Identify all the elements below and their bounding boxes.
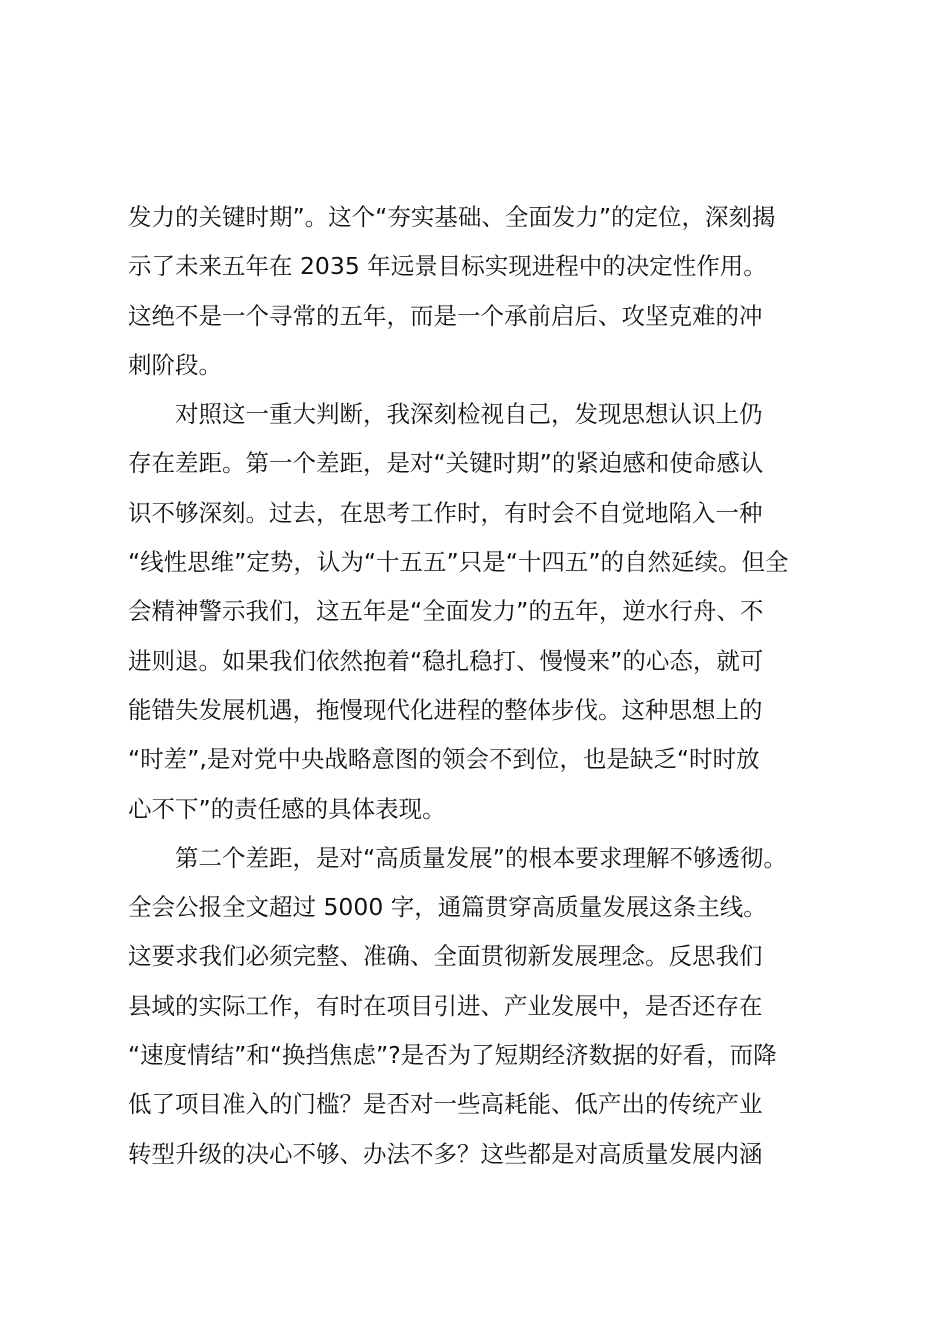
- text-line: “时差”,是对党中央战略意图的领会不到位，也是缺乏“时时放: [128, 745, 760, 774]
- text-line: 县域的实际工作，有时在项目引进、产业发展中，是否还存在: [128, 991, 763, 1020]
- text-line: 进则退。如果我们依然抱着“稳扎稳打、慢慢来”的心态，就可: [128, 646, 764, 675]
- text-line: 对照这一重大判断，我深刻检视自己，发现思想认识上仍: [128, 400, 763, 429]
- text-line: 存在差距。第一个差距，是对“关键时期”的紧迫感和使命感认: [128, 449, 764, 478]
- text-line: 第二个差距，是对“高质量发展”的根本要求理解不够透彻。: [128, 843, 787, 872]
- text-line: 全会公报全文超过 5000 字，通篇贯穿高质量发展这条主线。: [128, 893, 767, 922]
- body-text: [128, 193, 828, 1179]
- text-line: 心不下”的责任感的具体表现。: [128, 794, 446, 823]
- text-line: 低了项目准入的门槛？是否对一些高耗能、低产出的传统产业: [128, 1090, 763, 1119]
- text-line: 转型升级的决心不够、办法不多？这些都是对高质量发展内涵: [128, 1139, 763, 1168]
- text-line: 识不够深刻。过去，在思考工作时，有时会不自觉地陷入一种: [128, 498, 763, 527]
- text-line: 会精神警示我们，这五年是“全面发力”的五年，逆水行舟、不: [128, 597, 764, 626]
- text-line: 发力的关键时期”。这个“夯实基础、全面发力”的定位，深刻揭: [128, 203, 776, 231]
- text-line: “线性思维”定势，认为“十五五”只是“十四五”的自然延续。但全: [128, 548, 789, 577]
- text-line: “速度情结”和“换挡焦虑”?是否为了短期经济数据的好看，而降: [128, 1041, 777, 1070]
- text-line: 能错失发展机遇，拖慢现代化进程的整体步伐。这种思想上的: [128, 695, 763, 724]
- text-line: 这要求我们必须完整、准确、全面贯彻新发展理念。反思我们: [128, 942, 763, 971]
- text-line: 刺阶段。: [128, 350, 222, 379]
- text-line: 这绝不是一个寻常的五年，而是一个承前启后、攻坚克难的冲: [128, 301, 763, 330]
- text-line: 示了未来五年在 2035 年远景目标实现进程中的决定性作用。: [128, 252, 767, 281]
